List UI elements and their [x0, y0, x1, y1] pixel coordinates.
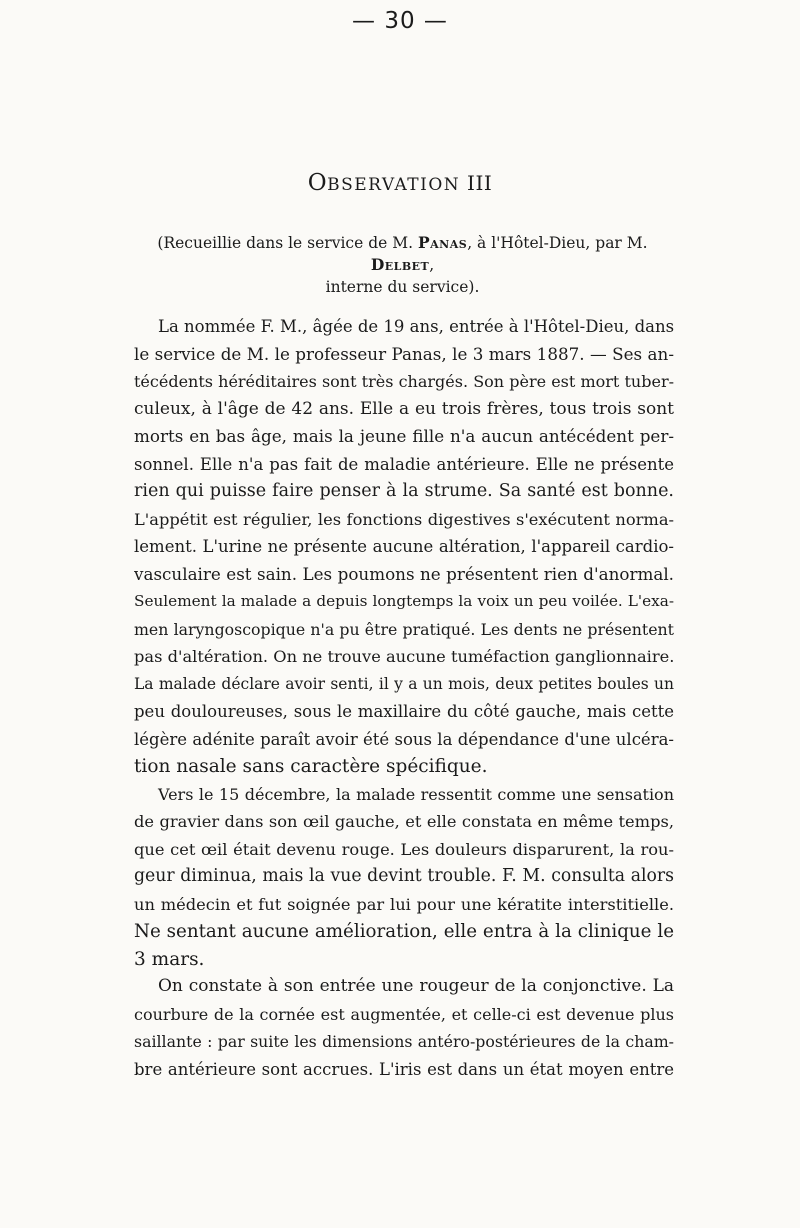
- observation-title-word: BSERVATION: [327, 175, 461, 195]
- text-line: geur diminua, mais la vue devint trouble. F. M. consulta alors: [134, 866, 674, 886]
- text-line: técédents héréditaires sont très chargés. Son père est mort tuber-: [134, 372, 674, 391]
- observation-title: [0, 170, 800, 196]
- text-line: légère adénite paraît avoir été sous la dépendance d'une ulcéra-: [134, 729, 674, 749]
- text-line: 3 mars.: [134, 948, 205, 970]
- text-line: On constate à son entrée une rougeur de la conjonctive. La: [158, 976, 674, 996]
- text-line: que cet œil était devenu rouge. Les douleurs disparurent, la rou-: [134, 839, 674, 859]
- text-line: Vers le 15 décembre, la malade ressentit comme une sensation: [158, 784, 674, 804]
- text-line: culeux, à l'âge de 42 ans. Elle a eu trois frères, tous trois sont: [134, 398, 674, 419]
- text-line: Ne sentant aucune amélioration, elle entra à la clinique le: [134, 921, 674, 942]
- text-line: le service de M. le professeur Panas, le 3 mars 1887. — Ses an-: [134, 343, 674, 364]
- text-line: bre antérieure sont accrues. L'iris est dans un état moyen entre: [134, 1059, 674, 1079]
- text-line: La nommée F. M., âgée de 19 ans, entrée à l'Hôtel-Dieu, dans: [158, 317, 674, 336]
- observation-number: III: [467, 171, 493, 195]
- text-line: peu douloureuses, sous le maxillaire du côté gauche, mais cette: [134, 702, 674, 721]
- text-line: de gravier dans son œil gauche, et elle constata en même temps,: [134, 812, 674, 831]
- text-line: vasculaire est sain. Les poumons ne présentent rien d'anormal.: [134, 563, 674, 584]
- observation-title-initial: O: [307, 170, 328, 196]
- text-line: un médecin et fut soignée par lui pour une kératite interstitielle.: [134, 894, 674, 914]
- observation-subtitle: [130, 232, 675, 298]
- subtitle-name-delbet: Delbet: [370, 255, 430, 274]
- text-line: Seulement la malade a depuis longtemps la voix un peu voilée. L'exa-: [134, 592, 674, 610]
- subtitle-line-2: interne du service).: [325, 278, 480, 296]
- text-line: tion nasale sans caractère spécifique.: [134, 756, 488, 777]
- subtitle-part-1: (Recueillie dans le service de M.: [157, 234, 418, 252]
- text-line: La malade déclare avoir senti, il y a un mois, deux petites boules un: [134, 674, 674, 693]
- subtitle-part-2: , à l'Hôtel-Dieu, par M.: [467, 234, 648, 252]
- text-line: men laryngoscopique n'a pu être pratiqué. Les dents ne présentent: [134, 619, 674, 639]
- text-line: saillante : par suite les dimensions antéro-postérieures de la cham-: [134, 1032, 674, 1051]
- text-line: rien qui puisse faire penser à la strume. Sa santé est bonne.: [134, 481, 674, 501]
- text-line: pas d'altération. On ne trouve aucune tuméfaction ganglionnaire.: [134, 647, 674, 666]
- body-text: [134, 313, 674, 1083]
- subtitle-name-panas: Panas: [417, 233, 468, 252]
- text-line: L'appétit est régulier, les fonctions digestives s'exécutent norma-: [134, 509, 674, 529]
- subtitle-part-3: ,: [429, 256, 435, 274]
- text-line: morts en bas âge, mais la jeune fille n'a aucun antécédent per-: [134, 426, 674, 446]
- page-number: — 30 —: [352, 8, 448, 34]
- text-line: courbure de la cornée est augmentée, et celle-ci est devenue plus: [134, 1004, 674, 1024]
- text-line: sonnel. Elle n'a pas fait de maladie antérieure. Elle ne présente: [134, 454, 674, 474]
- text-line: lement. L'urine ne présente aucune altération, l'appareil cardio-: [134, 537, 674, 556]
